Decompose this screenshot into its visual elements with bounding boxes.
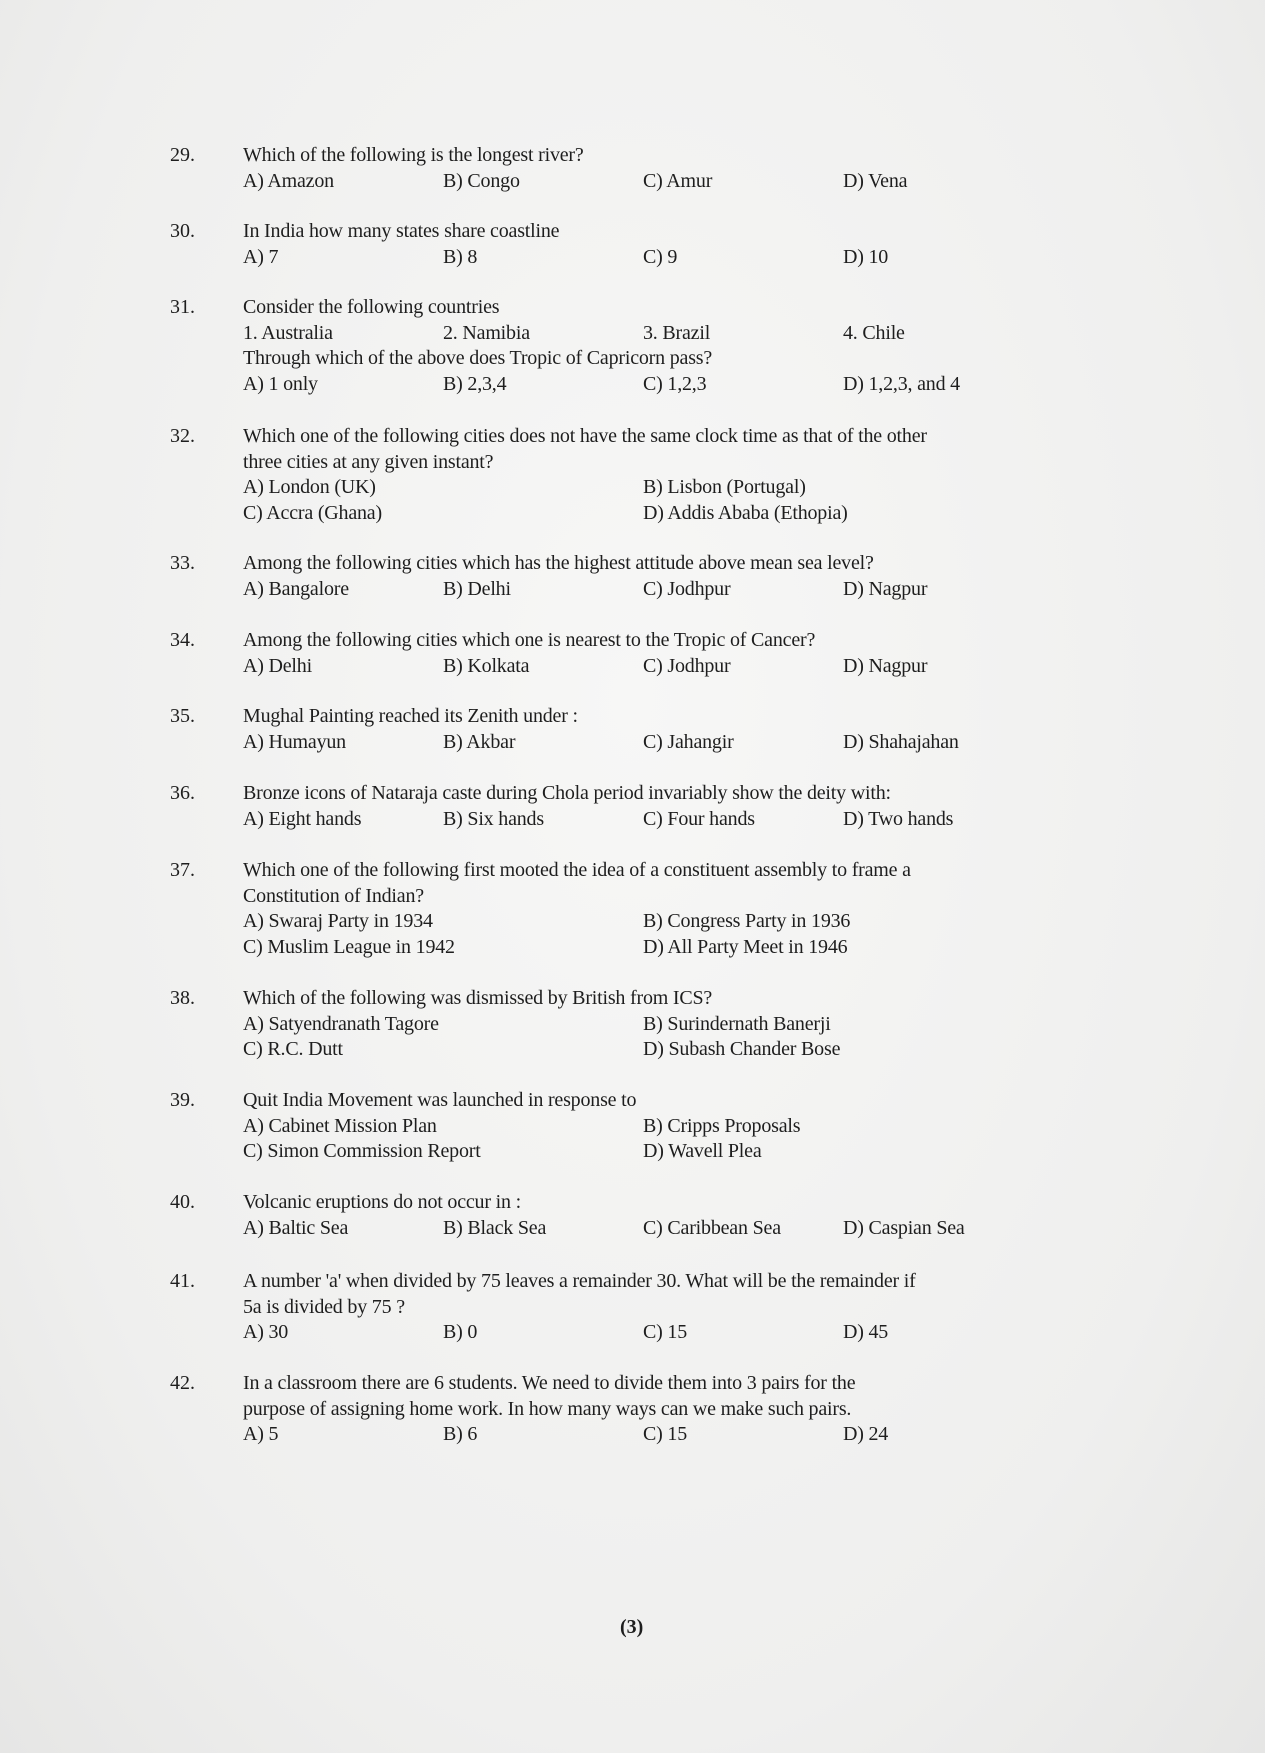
answer-option: C) Accra (Ghana): [243, 501, 382, 524]
answer-option: A) Bangalore: [243, 577, 349, 600]
answer-option: B) 8: [443, 245, 478, 268]
answer-option: D) Shahajahan: [843, 730, 959, 753]
answer-option: A) London (UK): [243, 476, 376, 498]
list-item: 4. Chile: [843, 321, 905, 344]
answer-option: C) Caribbean Sea: [643, 1216, 781, 1239]
answer-option: B) 0: [443, 1321, 478, 1343]
answer-option: D) 10: [843, 245, 889, 268]
question-text: Mughal Painting reached its Zenith under :: [243, 705, 578, 727]
question-text: Consider the following countries: [243, 296, 500, 318]
question-text: 5a is divided by 75 ?: [243, 1295, 405, 1318]
answer-option: A) 1 only: [243, 372, 318, 395]
answer-option: B) Akbar: [443, 730, 516, 753]
answer-option: D) Subash Chander Bose: [643, 1038, 841, 1060]
answer-option: A) Delhi: [243, 654, 312, 677]
answer-option: A) Humayun: [243, 730, 346, 753]
answer-option: D) Addis Ababa (Ethopia): [643, 501, 848, 524]
answer-option: C) 9: [643, 245, 678, 268]
question-number: 41.: [170, 1270, 195, 1292]
question-text: Through which of the above does Tropic of Capricorn pass?: [243, 347, 713, 369]
answer-option: D) All Party Meet in 1946: [643, 935, 848, 958]
question-text: Quit India Movement was launched in response to: [243, 1089, 637, 1111]
page-number: (3): [620, 1616, 644, 1638]
question-text: A number 'a' when divided by 75 leaves a remainder 30. What will be the remainder if: [243, 1270, 916, 1292]
answer-option: D) Wavell Plea: [643, 1140, 762, 1162]
question-text: purpose of assigning home work. In how many ways can we make such pairs.: [243, 1397, 852, 1420]
question-text: Which one of the following cities does not have the same clock time as that of the other: [243, 425, 927, 447]
list-item: 1. Australia: [243, 321, 333, 344]
answer-option: A) 30: [243, 1321, 289, 1343]
answer-option: B) Six hands: [443, 807, 544, 830]
question-text: Which one of the following first mooted the idea of a constituent assembly to frame a: [243, 859, 911, 881]
answer-option: B) Black Sea: [443, 1216, 547, 1239]
question-number: 42.: [170, 1372, 195, 1394]
answer-option: C) 15: [643, 1423, 688, 1445]
answer-option: C) 15: [643, 1321, 688, 1343]
answer-option: C) Jodhpur: [643, 577, 731, 600]
answer-option: A) Baltic Sea: [243, 1216, 349, 1239]
answer-option: A) Eight hands: [243, 807, 362, 830]
question-number: 39.: [170, 1089, 195, 1111]
question-number: 37.: [170, 859, 195, 881]
question-number: 34.: [170, 629, 195, 651]
question-number: 35.: [170, 705, 195, 727]
question-text: Constitution of Indian?: [243, 884, 424, 907]
answer-option: C) Muslim League in 1942: [243, 935, 455, 958]
answer-option: D) Two hands: [843, 807, 954, 830]
question-text: Among the following cities which has the highest attitude above mean sea level?: [243, 552, 874, 574]
question-number: 31.: [170, 296, 195, 318]
answer-option: A) Satyendranath Tagore: [243, 1012, 439, 1035]
answer-option: B) Surindernath Banerji: [643, 1012, 831, 1035]
answer-option: A) 7: [243, 245, 279, 268]
answer-option: D) Caspian Sea: [843, 1216, 965, 1239]
question-text: In a classroom there are 6 students. We need to divide them into 3 pairs for the: [243, 1372, 856, 1394]
answer-option: B) Congress Party in 1936: [643, 910, 851, 932]
answer-option: C) R.C. Dutt: [243, 1038, 343, 1060]
answer-option: D) Nagpur: [843, 654, 928, 677]
answer-option: A) Swaraj Party in 1934: [243, 910, 433, 932]
answer-option: C) Four hands: [643, 807, 755, 830]
answer-option: D) 45: [843, 1321, 889, 1343]
question-text: Bronze icons of Nataraja caste during Chola period invariably show the deity with:: [243, 782, 891, 804]
answer-option: C) Jodhpur: [643, 654, 731, 677]
answer-option: B) Delhi: [443, 577, 511, 600]
answer-option: D) 24: [843, 1423, 889, 1445]
answer-option: A) Cabinet Mission Plan: [243, 1114, 437, 1137]
question-number: 33.: [170, 552, 195, 574]
question-text: three cities at any given instant?: [243, 450, 494, 473]
question-text: In India how many states share coastline: [243, 220, 560, 242]
question-number: 29.: [170, 144, 195, 166]
question-text: Which of the following was dismissed by British from ICS?: [243, 987, 713, 1009]
answer-option: A) 5: [243, 1423, 279, 1445]
question-text: Volcanic eruptions do not occur in :: [243, 1191, 521, 1213]
answer-option: B) Cripps Proposals: [643, 1114, 801, 1137]
answer-option: B) Lisbon (Portugal): [643, 476, 806, 498]
answer-option: B) 6: [443, 1423, 478, 1445]
answer-option: D) Vena: [843, 169, 908, 192]
list-item: 2. Namibia: [443, 321, 530, 344]
answer-option: D) Nagpur: [843, 577, 928, 600]
answer-option: A) Amazon: [243, 169, 334, 192]
answer-option: C) 1,2,3: [643, 372, 707, 395]
answer-option: B) Congo: [443, 169, 520, 192]
answer-option: C) Simon Commission Report: [243, 1140, 481, 1162]
list-item: 3. Brazil: [643, 321, 711, 344]
answer-option: B) Kolkata: [443, 654, 530, 677]
question-number: 40.: [170, 1191, 195, 1213]
answer-option: B) 2,3,4: [443, 372, 507, 395]
question-text: Which of the following is the longest river?: [243, 144, 584, 166]
question-number: 36.: [170, 782, 195, 804]
question-number: 38.: [170, 987, 195, 1009]
question-number: 30.: [170, 220, 195, 242]
answer-option: C) Amur: [643, 169, 713, 192]
question-text: Among the following cities which one is nearest to the Tropic of Cancer?: [243, 629, 816, 651]
question-number: 32.: [170, 425, 195, 447]
answer-option: D) 1,2,3, and 4: [843, 372, 960, 395]
answer-option: C) Jahangir: [643, 730, 734, 753]
